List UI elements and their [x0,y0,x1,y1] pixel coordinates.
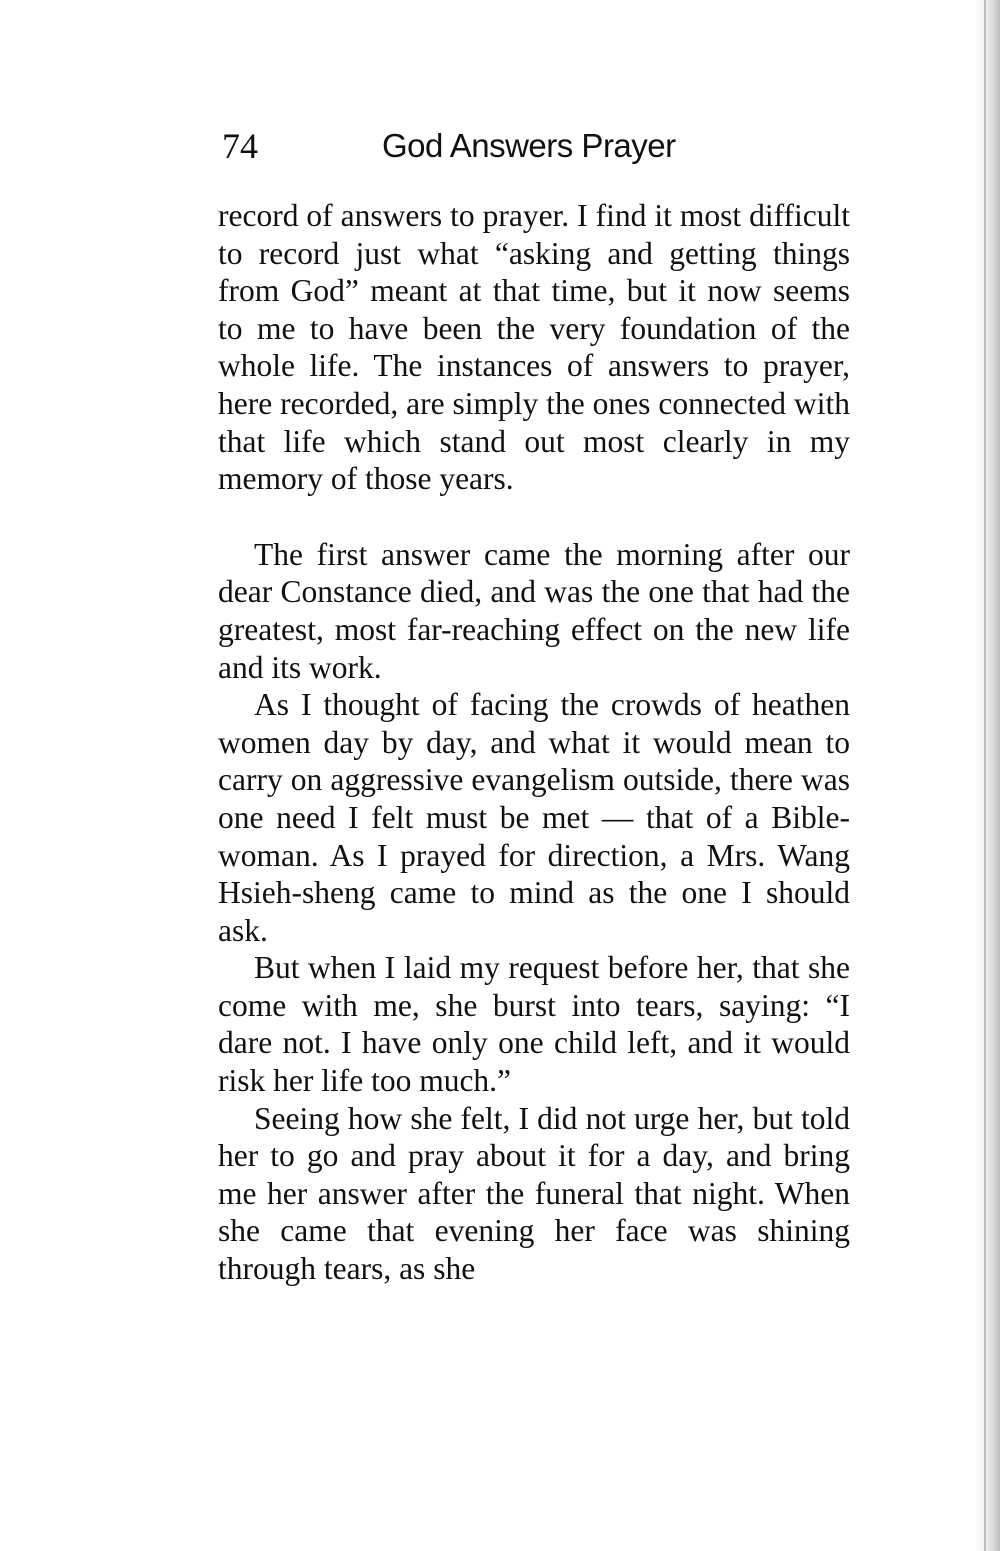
paragraph-request: But when I laid my request before her, that she come with me, she burst into tears, saying: “I dare not. I have only one child left, and it would risk her life too much.” [218,950,850,1099]
page-number: 74 [222,126,258,166]
book-title: God Answers Prayer [382,127,676,164]
paragraph-pray-about-it: Seeing how she felt, I did not urge her, but told her to go and pray about it for a day, and bring me her answer after the funeral that night. When she came that evening her face was shining through tears, as she [218,1100,850,1287]
page-edge-line [984,0,986,1551]
paragraph-first-answer: The first answer came the morning after our dear Constance died, and was the one that had the greatest, most far-reaching effect on the new life and its work. [218,536,850,685]
running-head [218,118,858,174]
body-text [218,197,850,1288]
paragraph-bible-woman: As I thought of facing the crowds of heathen women day by day, and what it would mean to carry on aggressive evangelism outside, there was one need I felt must be met — that of a Bible-woman. As I prayed for direction, a Mrs. Wang Hsieh-sheng came to mind as the one I should ask. [218,687,850,948]
page-edge-shadow [974,0,1000,1551]
paragraph-continued: record of answers to prayer. I find it most difficult to record just what “asking and getting things from God” meant at that time, but it now seems to me to have been the very foundation of the whole life. The instances of answers to prayer, here recorded, are simply the ones connected with that life which stand out most clearly in my memory of those years. [218,198,850,497]
